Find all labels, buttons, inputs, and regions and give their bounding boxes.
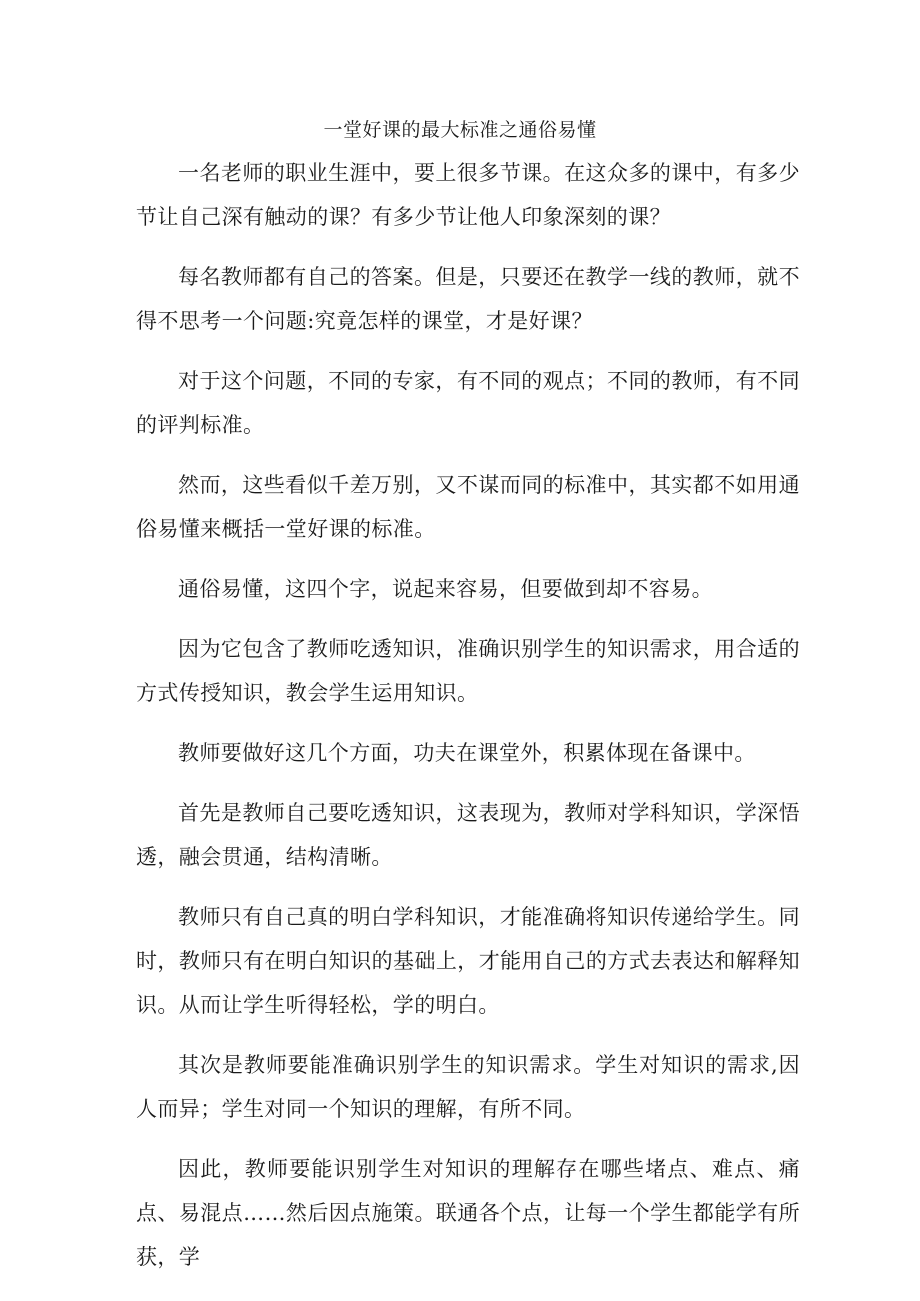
paragraph: 每名教师都有自己的答案。但是，只要还在教学一线的教师，就不得不思考一个问题:究竟怎样的课堂，才是好课？: [136, 265, 800, 333]
paragraph: 首先是教师自己要吃透知识，这表现为，教师对学科知识，学深悟透，融会贯通，结构清晰。: [136, 801, 800, 869]
paragraph: 教师要做好这几个方面，功夫在课堂外，积累体现在备课中。: [178, 741, 756, 765]
document-body: [136, 151, 800, 1295]
paragraph: 通俗易懂，这四个字，说起来容易，但要做到却不容易。: [178, 577, 713, 601]
paragraph: 因此，教师要能识别学生对知识的理解存在哪些堵点、难点、痛点、易混点……然后因点施策。联通各个点，让每一个学生都能学有所获，学: [136, 1157, 800, 1269]
paragraph: 其次是教师要能准确识别学生的知识需求。学生对知识的需求,因人而异；学生对同一个知识的理解，有所不同。: [136, 1053, 800, 1121]
paragraph: 教师只有自己真的明白学科知识，才能准确将知识传递给学生。同时，教师只有在明白知识的基础上，才能用自己的方式去表达和解释知识。从而让学生听得轻松，学的明白。: [136, 905, 800, 1017]
paragraph: 因为它包含了教师吃透知识，准确识别学生的知识需求，用合适的方式传授知识，教会学生运用知识。: [136, 637, 800, 705]
paragraph: 然而，这些看似千差万别，又不谋而同的标准中，其实都不如用通俗易懂来概括一堂好课的标准。: [136, 473, 800, 541]
document-title: 一堂好课的最大标准之通俗易懂: [323, 119, 597, 141]
paragraph: 一名老师的职业生涯中，要上很多节课。在这众多的课中，有多少节让自己深有触动的课？有多少节让他人印象深刻的课？: [136, 161, 800, 229]
paragraph: 对于这个问题，不同的专家，有不同的观点；不同的教师，有不同的评判标准。: [136, 369, 800, 437]
